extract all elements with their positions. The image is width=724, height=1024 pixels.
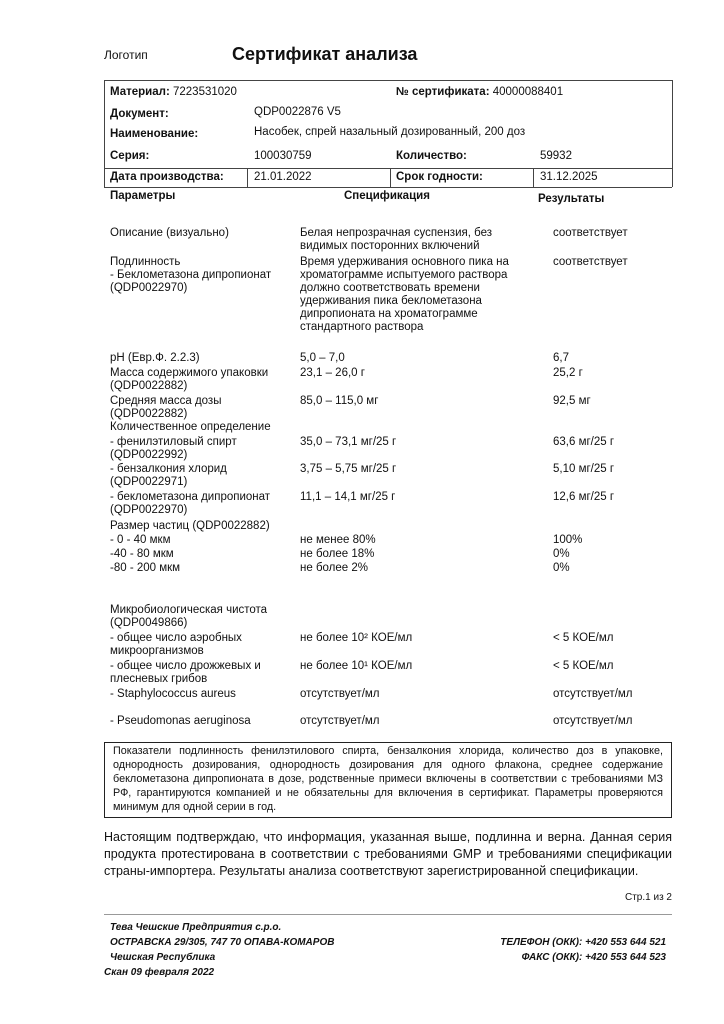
row-parameter: - Staphylococcus aureus (110, 688, 236, 700)
document-value: QDP0022876 V5 (254, 106, 341, 118)
quantity-value: 59932 (540, 150, 572, 162)
cell-divider (247, 168, 248, 187)
row-specification: отсутствует/мл (300, 715, 380, 727)
expiry-date-value: 31.12.2025 (540, 171, 598, 183)
footer-scan-date: Скан 09 февраля 2022 (104, 967, 215, 978)
row-specification: Время удерживания основного пика на хроматограмме испытуемого раствора должно соответствовать времени удерживания пика беклометазона дипропионата на хроматограмме стандартного раствора (300, 256, 509, 333)
divider (104, 187, 672, 188)
name-value: Насобек, спрей назальный дозированный, 200 доз (254, 126, 526, 138)
row-parameter: - Pseudomonas aeruginosa (110, 715, 251, 727)
row-specification: 85,0 – 115,0 мг (300, 395, 379, 407)
page-number: Стр.1 из 2 (625, 892, 672, 903)
row-parameter: Размер частиц (QDP0022882) (110, 520, 270, 532)
row-parameter: - общее число аэробных микроорганизмов (110, 632, 242, 657)
row-parameter: -80 - 200 мкм (110, 562, 181, 574)
row-result: отсутствует/мл (553, 688, 633, 700)
border-left (104, 80, 105, 187)
series-label: Серия: (110, 150, 150, 162)
row-result: < 5 КОЕ/мл (553, 660, 614, 672)
row-specification: не более 10² КОЕ/мл (300, 632, 413, 644)
row-parameter: Подлинность - Беклометазона дипропионат (QDP0022970) (110, 256, 272, 294)
page-title: Сертификат анализа (232, 44, 418, 64)
row-specification: отсутствует/мл (300, 688, 380, 700)
footer-company: Тева Чешские Предприятия с.р.о. (110, 922, 282, 933)
row-parameter: - беклометазона дипропионат (QDP0022970) (110, 491, 271, 516)
row-parameter: Средняя масса дозы (QDP0022882) (110, 395, 222, 420)
expiry-date-label: Срок годности: (396, 171, 483, 183)
column-header-spec: Спецификация (344, 190, 430, 202)
row-specification: не менее 80% (300, 534, 376, 546)
row-specification: не более 18% (300, 548, 375, 560)
row-result: 92,5 мг (553, 395, 591, 407)
row-parameter: Описание (визуально) (110, 227, 229, 239)
name-label: Наименование: (110, 128, 199, 140)
row-result: отсутствует/мл (553, 715, 633, 727)
row-result: 0% (553, 548, 570, 560)
note-box: Показатели подлинность фенилэтилового спирта, бензалкония хлорида, количество доз в упаковке, однородность дозирования, однородность дозирования для одного флакона, среднее содержание беклометазона дипропионата в дозе, родственные примеси включены в соответствии с требованиями МЗ РФ, гарантируются компанией и не обязательны для включения в сертификат. Параметры проверяются минимум для одной серии в год. (104, 742, 672, 818)
material-field (110, 86, 237, 98)
cell-divider (390, 168, 391, 187)
certificate-value: 40000088401 (492, 86, 564, 98)
certificate-label: № сертификата: (396, 86, 490, 98)
row-parameter: pH (Евр.Ф. 2.2.3) (110, 352, 200, 364)
material-value: 7223531020 (172, 86, 237, 98)
declaration-text: Настоящим подтверждаю, что информация, указанная выше, подлинна и верна. Данная серия продукта протестирована в соответствии с требованиями GMP и требованиями спецификации страны-импортера. Результаты анализа соответствуют зарегистрированной спецификации. (104, 830, 672, 878)
manufacture-date-label: Дата производства: (110, 171, 224, 183)
row-specification: Белая непрозрачная суспензия, без видимых посторонних включений (300, 227, 492, 252)
row-specification: 5,0 – 7,0 (300, 352, 345, 364)
manufacture-date-value: 21.01.2022 (254, 171, 312, 183)
divider (104, 80, 672, 81)
row-parameter: Масса содержимого упаковки (QDP0022882) (110, 367, 269, 392)
column-header-results: Результаты (538, 193, 605, 205)
row-result: соответствует (553, 256, 628, 268)
row-result: 63,6 мг/25 г (553, 436, 615, 448)
row-specification: не более 10¹ КОЕ/мл (300, 660, 413, 672)
border-right (672, 80, 673, 187)
row-parameter: Микробиологическая чистота (QDP0049866) (110, 604, 268, 629)
row-result: 100% (553, 534, 583, 546)
row-parameter: - общее число дрожжевых и плесневых грибов (110, 660, 261, 685)
logo-placeholder: Логотип (104, 48, 148, 62)
quantity-label: Количество: (396, 150, 467, 162)
certificate-number-field (396, 86, 563, 98)
divider (104, 168, 672, 169)
row-parameter: - фенилэтиловый спирт (QDP0022992) (110, 436, 237, 461)
footer-address: ОСТРАВСКА 29/305, 747 70 ОПАВА-КОМАРОВ (110, 937, 335, 948)
row-result: 12,6 мг/25 г (553, 491, 615, 503)
row-specification: не более 2% (300, 562, 368, 574)
row-parameter: - 0 - 40 мкм (110, 534, 171, 546)
row-result: < 5 КОЕ/мл (553, 632, 614, 644)
row-parameter: - бензалкония хлорид (QDP0022971) (110, 463, 227, 488)
row-parameter: -40 - 80 мкм (110, 548, 174, 560)
footer-fax: ФАКС (ОКК): +420 553 644 523 (521, 952, 666, 963)
row-specification: 3,75 – 5,75 мг/25 г (300, 463, 397, 475)
row-result: 0% (553, 562, 570, 574)
footer-phone: ТЕЛЕФОН (ОКК): +420 553 644 521 (500, 937, 666, 948)
row-result: 5,10 мг/25 г (553, 463, 615, 475)
footer-divider (104, 914, 672, 915)
row-result: соответствует (553, 227, 628, 239)
row-specification: 23,1 – 26,0 г (300, 367, 365, 379)
column-header-params: Параметры (110, 190, 176, 202)
row-specification: 35,0 – 73,1 мг/25 г (300, 436, 397, 448)
row-result: 25,2 г (553, 367, 583, 379)
footer-country: Чешская Республика (110, 952, 216, 963)
row-result: 6,7 (553, 352, 569, 364)
row-specification: 11,1 – 14,1 мг/25 г (300, 491, 396, 503)
document-label: Документ: (110, 108, 169, 120)
cell-divider (533, 168, 534, 187)
series-value: 100030759 (254, 150, 312, 162)
row-parameter: Количественное определение (110, 421, 271, 433)
material-label: Материал: (110, 86, 170, 98)
